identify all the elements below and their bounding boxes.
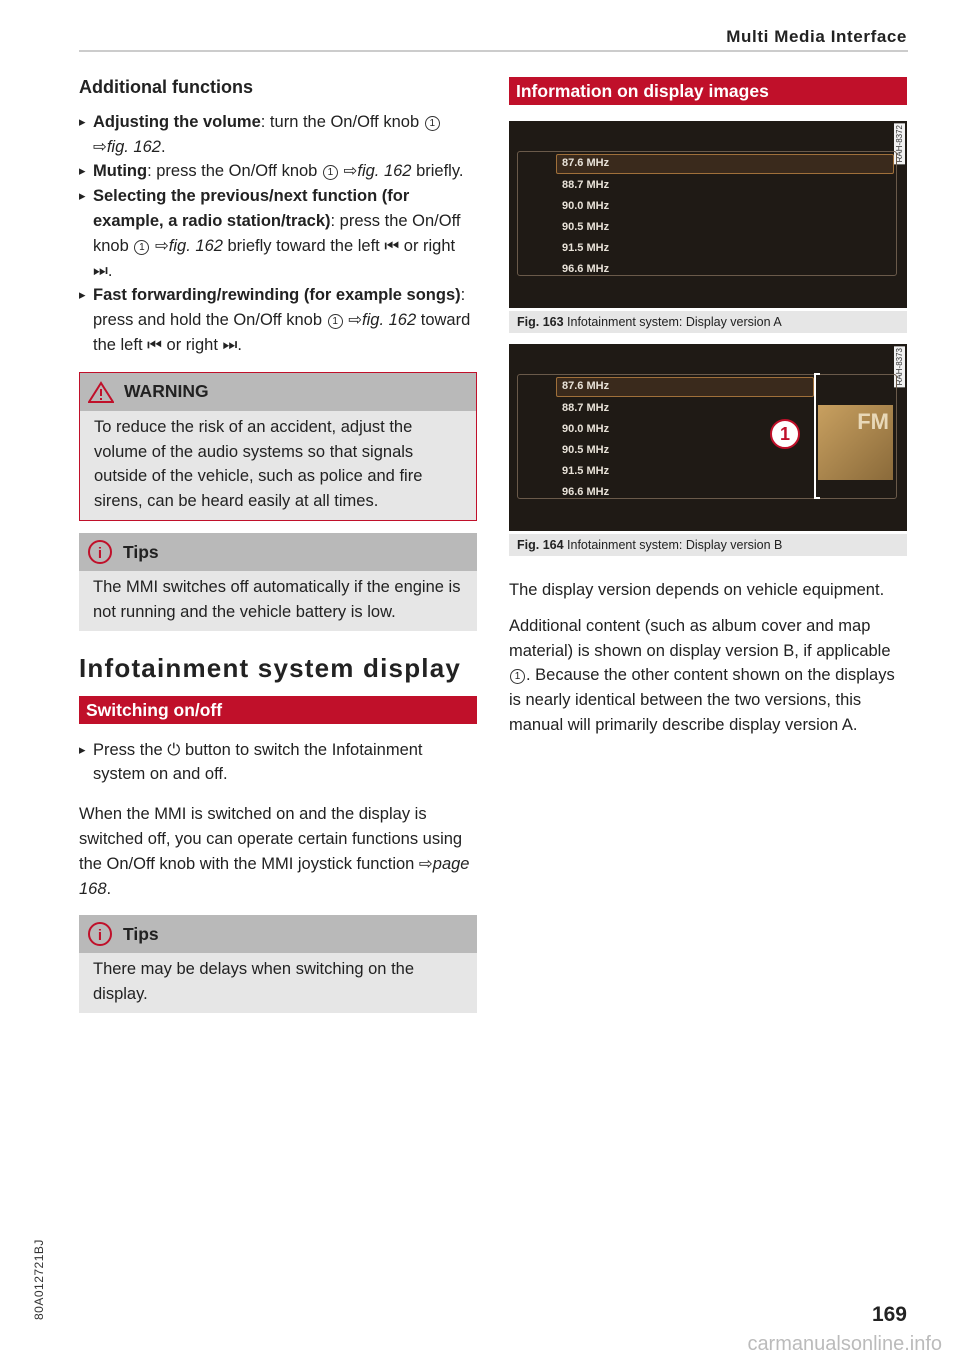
callout-number-icon: 1: [328, 314, 343, 329]
station-item: 91.5 MHz: [562, 242, 610, 254]
paragraph-joystick: [79, 802, 479, 901]
paragraph-additional-content: [509, 614, 909, 738]
section-heading: Infotainment system display: [79, 652, 462, 683]
station-item: 87.6 MHz: [562, 380, 610, 392]
info-icon: [87, 921, 113, 947]
station-list: [517, 151, 897, 276]
station-item: 96.6 MHz: [562, 263, 610, 275]
figure-163-caption: [509, 311, 907, 333]
station-list: [517, 374, 897, 499]
caption-text: Infotainment system: Display version A: [567, 315, 782, 329]
watermark: carmanualsonline.info: [747, 1333, 942, 1355]
callout-bracket: [814, 373, 820, 499]
text-segment: .: [106, 879, 112, 898]
text-segment: Additional content (such as album cover and map material) is shown on display version B, if applicable: [509, 616, 891, 660]
text-segment: When the MMI is switched on and the display is switched off, you can operate certain functions using the On/Off knob with the MMI joystick function ⇨: [79, 805, 463, 873]
text-segment: ⇨: [338, 162, 358, 181]
bullet-power: [79, 738, 479, 788]
info-icon: [87, 539, 113, 565]
chapter-title: Multi Media Interface: [726, 27, 907, 46]
figure-number: Fig. 163: [517, 315, 564, 329]
figure-164-display-b: [509, 344, 907, 531]
figure-code: RAH-8372: [895, 125, 904, 163]
svg-text:i: i: [97, 927, 103, 945]
text-segment: ⇨: [343, 311, 363, 330]
tips-text-2: There may be delays when switching on the display.: [79, 953, 477, 1013]
station-item: 87.6 MHz: [562, 157, 610, 169]
tips-header-2: [79, 915, 477, 953]
text-segment: ⏻: [167, 740, 181, 759]
callout-number-icon: 1: [425, 116, 440, 131]
text-segment: toward the left ⏮ or right ⏭.: [93, 311, 471, 354]
text-segment: fig. 162: [362, 311, 417, 330]
text-segment: : press the On/Off knob: [147, 162, 322, 181]
warning-box: [79, 372, 477, 521]
text-segment: .: [160, 137, 166, 156]
text-segment: page 168: [79, 854, 470, 898]
warning-header: [80, 373, 476, 411]
section-bar-display-images: Information on display images: [509, 77, 907, 105]
bullet-fast-forward: [79, 283, 479, 357]
paragraph-display-version: [509, 578, 909, 603]
station-item: 88.7 MHz: [562, 402, 610, 414]
text-segment: Fast forwarding/rewinding (for example songs): [93, 286, 461, 305]
left-column: [79, 75, 479, 1013]
station-item: 90.5 MHz: [562, 221, 610, 233]
figure-code: RAH-8373: [895, 348, 904, 386]
warning-triangle-icon: [88, 381, 114, 403]
text-segment: : press the On/Off knob: [93, 211, 461, 255]
figure-number: Fig. 164: [517, 538, 564, 552]
text-segment: Adjusting the volume: [93, 112, 261, 131]
text-segment: briefly toward the left ⏮ or right ⏭.: [93, 236, 456, 280]
tips-label-2: Tips: [123, 923, 159, 944]
text-segment: fig. 162: [357, 162, 412, 181]
section-title: Additional functions: [79, 77, 253, 97]
bullet-prev-next: [79, 184, 479, 283]
tips-box-2: [79, 915, 477, 1013]
tips-box: [79, 533, 477, 631]
callout-1: 1: [770, 419, 800, 449]
callout-number-icon: 1: [323, 165, 338, 180]
station-item: 88.7 MHz: [562, 179, 610, 191]
text-segment: ⇨: [93, 137, 107, 156]
callout-number-icon: 1: [134, 240, 149, 255]
text-segment: button to switch the Infotainment system on and off.: [93, 740, 423, 784]
subsection-bar: Switching on/off: [79, 696, 477, 724]
warning-text: To reduce the risk of an accident, adjust the volume of the audio systems so that signals outside of the vehicle, such as police and fire sirens, can be heard easily at all times.: [80, 411, 476, 520]
bullet-volume: [79, 110, 479, 160]
text-segment: . Because the other content shown on the displays is nearly identical between the two versions, this manual will primarily describe display version A.: [509, 666, 895, 734]
tips-header: [79, 533, 477, 571]
station-item: 91.5 MHz: [562, 465, 610, 477]
tips-label: Tips: [123, 541, 159, 562]
figure-163-display-a: [509, 121, 907, 308]
station-item: 90.0 MHz: [562, 423, 610, 435]
text-segment: fig. 162: [106, 137, 161, 156]
text-segment: fig. 162: [168, 236, 223, 255]
tips-text: The MMI switches off automatically if the engine is not running and the vehicle battery is low.: [79, 571, 477, 631]
document-code: 80A012721BJ: [32, 1239, 46, 1320]
caption-text: Infotainment system: Display version B: [567, 538, 783, 552]
text-segment: ⇨: [150, 236, 169, 255]
text-segment: The display version depends on vehicle equipment.: [509, 581, 885, 599]
svg-text:i: i: [97, 544, 103, 562]
page-number: 169: [871, 1303, 907, 1326]
text-segment: Selecting the previous/next function (for example, a radio station/track): [93, 187, 410, 230]
header-rule: [79, 50, 908, 52]
station-item: 96.6 MHz: [562, 486, 610, 498]
text-segment: : turn the On/Off knob: [260, 112, 424, 131]
warning-label: WARNING: [124, 381, 209, 402]
text-segment: Press the: [93, 740, 168, 759]
figure-164-caption: [509, 534, 907, 556]
album-cover: FM: [818, 405, 893, 480]
right-text: [509, 578, 909, 738]
station-item: 90.5 MHz: [562, 444, 610, 456]
text-segment: Muting: [93, 162, 148, 181]
callout-number-icon: 1: [510, 669, 525, 684]
station-item: 90.0 MHz: [562, 200, 610, 212]
text-segment: : press and hold the On/Off knob: [93, 286, 466, 330]
bullet-muting: [79, 159, 479, 184]
text-segment: briefly.: [411, 162, 464, 181]
